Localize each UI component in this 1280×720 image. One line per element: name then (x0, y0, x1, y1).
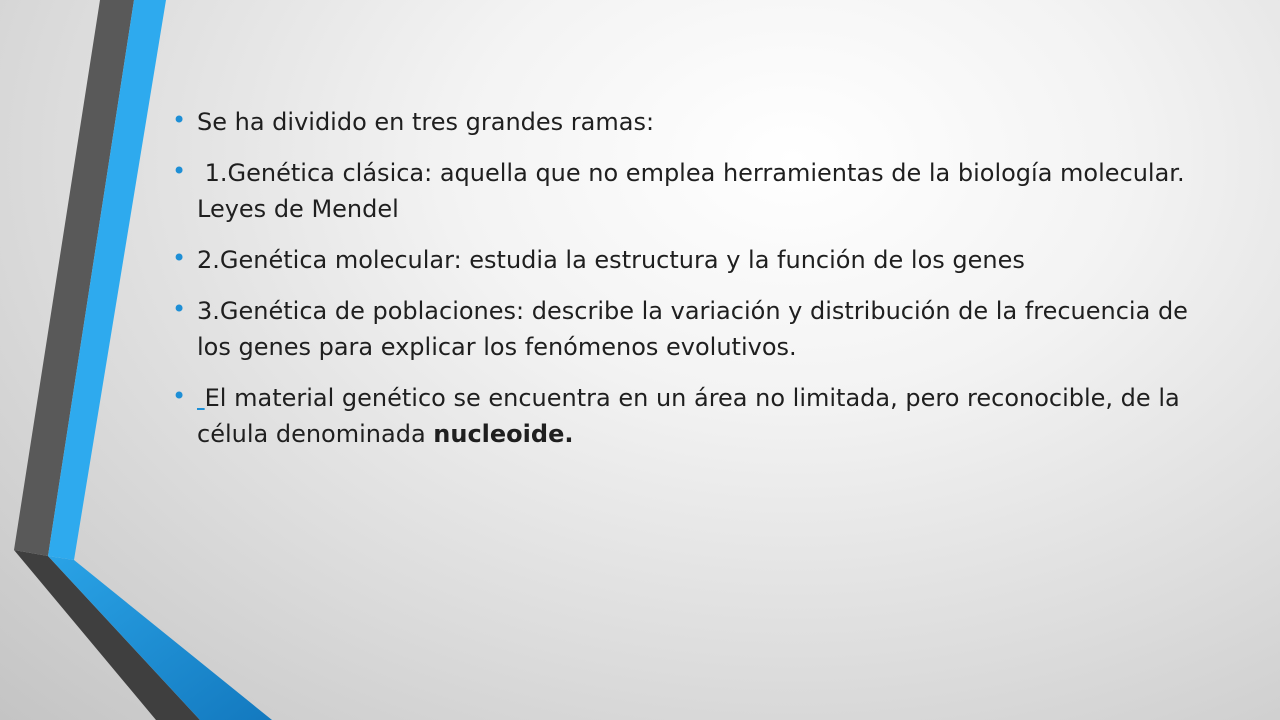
dark-stripe-lower (14, 550, 200, 720)
bullet-item-1 (172, 104, 1202, 140)
bullet-item-4 (172, 293, 1202, 365)
bullet-dot-icon: • (172, 157, 187, 185)
bullet-list (172, 104, 1202, 467)
bullet-text: 2.Genética molecular: estudia la estructura y la función de los genes (197, 246, 1025, 274)
bullet-item-3 (172, 242, 1202, 278)
bullet-text: 1.Genética clásica: aquella que no emplea herramientas de la biología molecular. Leyes de Mendel (197, 159, 1193, 223)
hyperlink[interactable] (197, 384, 205, 412)
bullet-dot-icon: • (172, 244, 187, 272)
bullet-dot-icon: • (172, 295, 187, 323)
bullet-dot-icon: • (172, 106, 187, 134)
bullet-text: Se ha dividido en tres grandes ramas: (197, 108, 655, 136)
bullet-text: 3.Genética de poblaciones: describe la variación y distribución de la frecuencia de los genes para explicar los fenómenos evolutivos. (197, 297, 1188, 361)
bullet-text: El material genético se encuentra en un área no limitada, pero reconocible, de la célula denominada (197, 384, 1180, 448)
bullet-item-2 (172, 155, 1202, 227)
bullet-item-5 (172, 380, 1202, 452)
bold-term: nucleoide. (433, 420, 574, 448)
bullet-dot-icon: • (172, 382, 187, 410)
